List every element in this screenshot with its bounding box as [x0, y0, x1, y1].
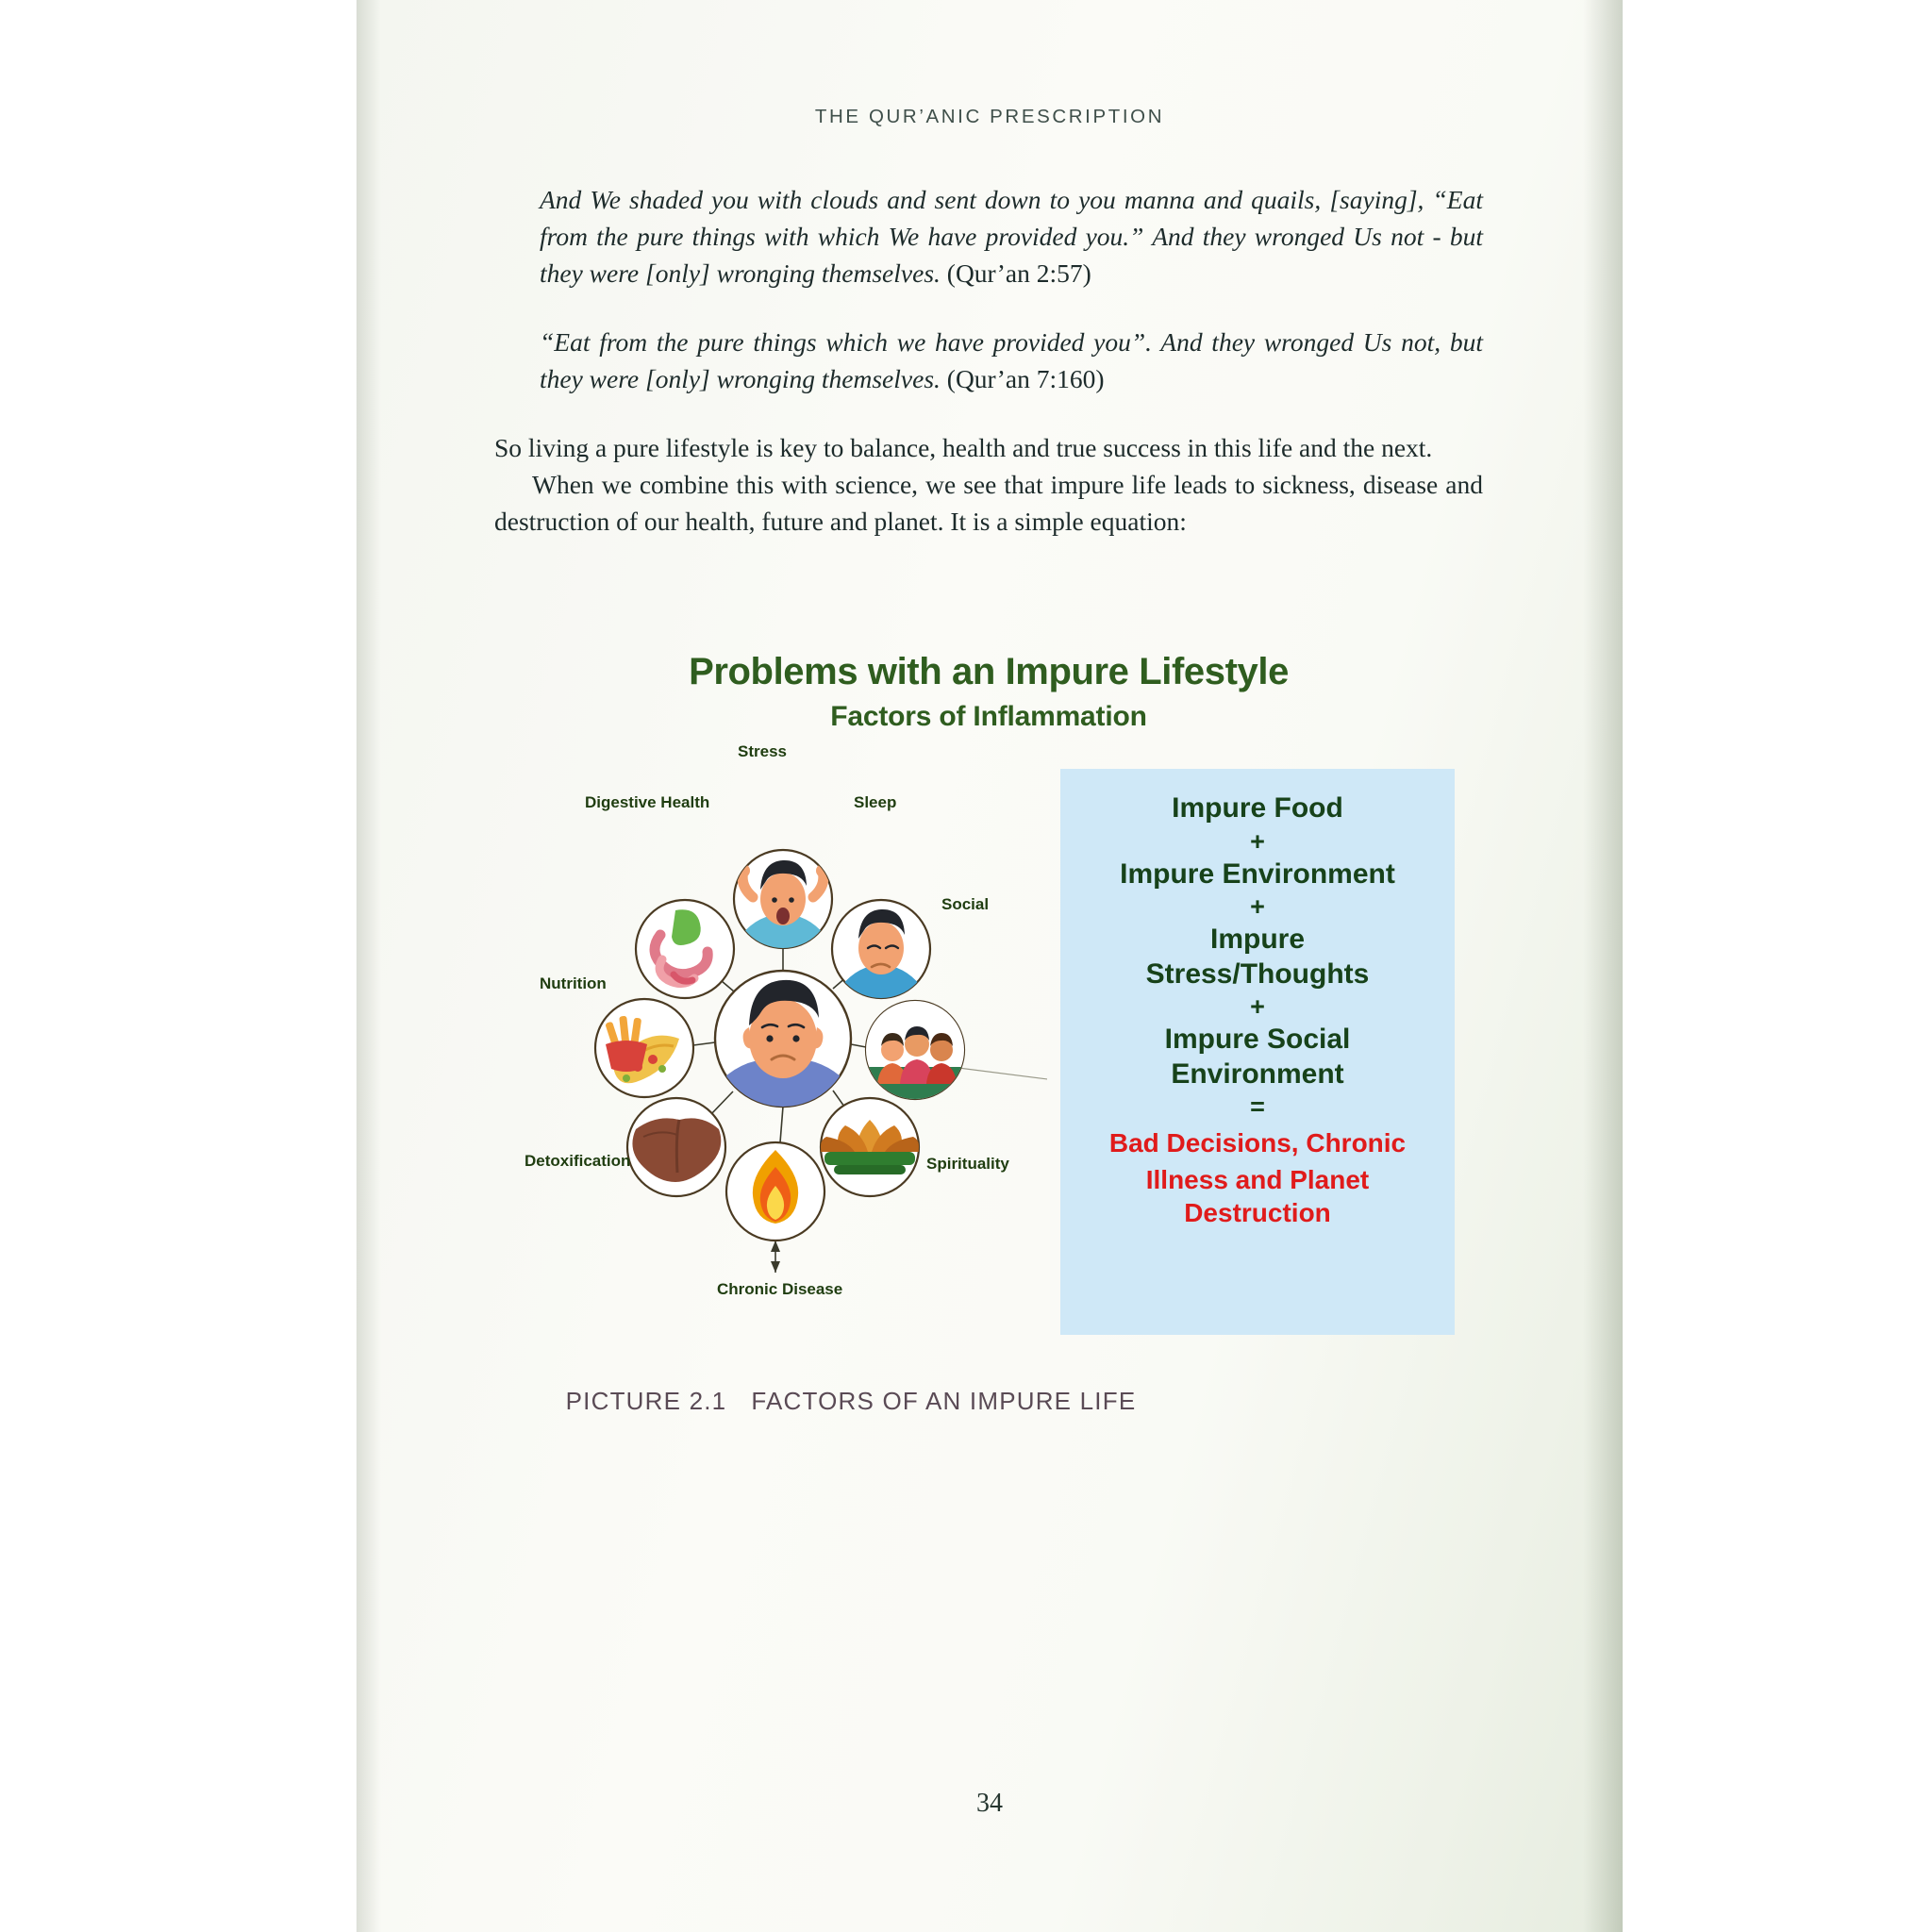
running-head: THE QUR’ANIC PRESCRIPTION: [814, 106, 1165, 127]
paragraph-2: When we combine this with science, we see that impure life leads to sickness, disease and destruction of our health, future and planet. It is a simple equation:: [494, 470, 1483, 537]
quote-2-reference: (Qur’an 7:160): [946, 364, 1105, 394]
quote-1-text: And We shaded you with clouds and sent down to you manna and quails, [saying], “Eat from the pure things with which We have provided you.” And they wronged Us not - but they were [only] wronging themselves.: [540, 185, 1483, 289]
figure-subtitle: Factors of Inflammation: [830, 701, 1147, 732]
figure-caption-number: PICTURE 2.1: [565, 1387, 727, 1415]
arrow-head-icon: [771, 1261, 780, 1273]
book-page: [357, 0, 1623, 1932]
quote-block-2: [540, 324, 1483, 397]
equation-term-impure-food: Impure Food: [1172, 792, 1343, 824]
equation-plus-3: +: [1250, 992, 1265, 1022]
equation-equals: =: [1250, 1092, 1265, 1122]
node-label-spirituality: Spirituality: [926, 1155, 1009, 1173]
page-number: 34: [976, 1789, 1003, 1818]
equation-result-line-1: Bad Decisions, Chronic: [1108, 1128, 1407, 1158]
node-label-nutrition: Nutrition: [540, 974, 607, 992]
node-label-digestive-health: Digestive Health: [585, 793, 710, 811]
equation-term-impure: Impure: [1209, 924, 1306, 956]
figure-caption-text: FACTORS OF AN IMPURE LIFE: [751, 1387, 1137, 1415]
wheel-svg: [519, 756, 1047, 1341]
page-content: [494, 181, 1483, 540]
quote-2-text: “Eat from the pure things which we have provided you”. And they wronged Us not, but they were [only] wronging themselves.: [540, 327, 1483, 394]
lotus-flower-icon: [821, 1098, 920, 1196]
worried-person-icon: [715, 971, 851, 1125]
equation-term-stress-thoughts: Stress/Thoughts: [1145, 958, 1370, 990]
equation-term-impure-social: Impure Social: [1164, 1024, 1351, 1056]
figure-body: [494, 742, 1483, 1359]
node-label-chronic-disease: Chronic Disease: [717, 1280, 843, 1298]
impure-life-wheel: [519, 742, 1047, 1341]
node-label-sleep: Sleep: [854, 793, 897, 811]
equation-term-impure-environment: Impure Environment: [1120, 858, 1395, 890]
junk-food-icon: [595, 999, 693, 1097]
equation-result-line-2: Illness and Planet Destruction: [1145, 1165, 1370, 1228]
equation-plus-2: +: [1250, 892, 1265, 922]
equation-term-environment: Environment: [1171, 1058, 1344, 1090]
figure-caption: [357, 1387, 1345, 1416]
figure-2-1: [494, 651, 1483, 1359]
group-of-people-icon: [866, 1001, 964, 1099]
equation-plus-1: +: [1250, 826, 1265, 856]
flame-icon: [726, 1142, 824, 1241]
quote-1-reference: (Qur’an 2:57): [946, 258, 1091, 289]
paragraph-1: So living a pure lifestyle is key to balance, health and true success in this life and the next.: [494, 433, 1433, 463]
sleepy-person-icon: [832, 900, 930, 1007]
liver-icon: [627, 1098, 725, 1196]
impure-life-equation-box: [1060, 769, 1455, 1335]
figure-title: Problems with an Impure Lifestyle: [689, 651, 1289, 692]
node-label-detoxification: Detoxification: [525, 1152, 631, 1170]
node-label-social: Social: [941, 895, 990, 913]
arrow-head-icon-2: [771, 1241, 780, 1252]
stressed-person-icon: [734, 850, 832, 958]
digestive-system-icon: [636, 900, 734, 998]
node-label-stress: Stress: [738, 742, 787, 760]
quote-block-1: [540, 181, 1483, 291]
